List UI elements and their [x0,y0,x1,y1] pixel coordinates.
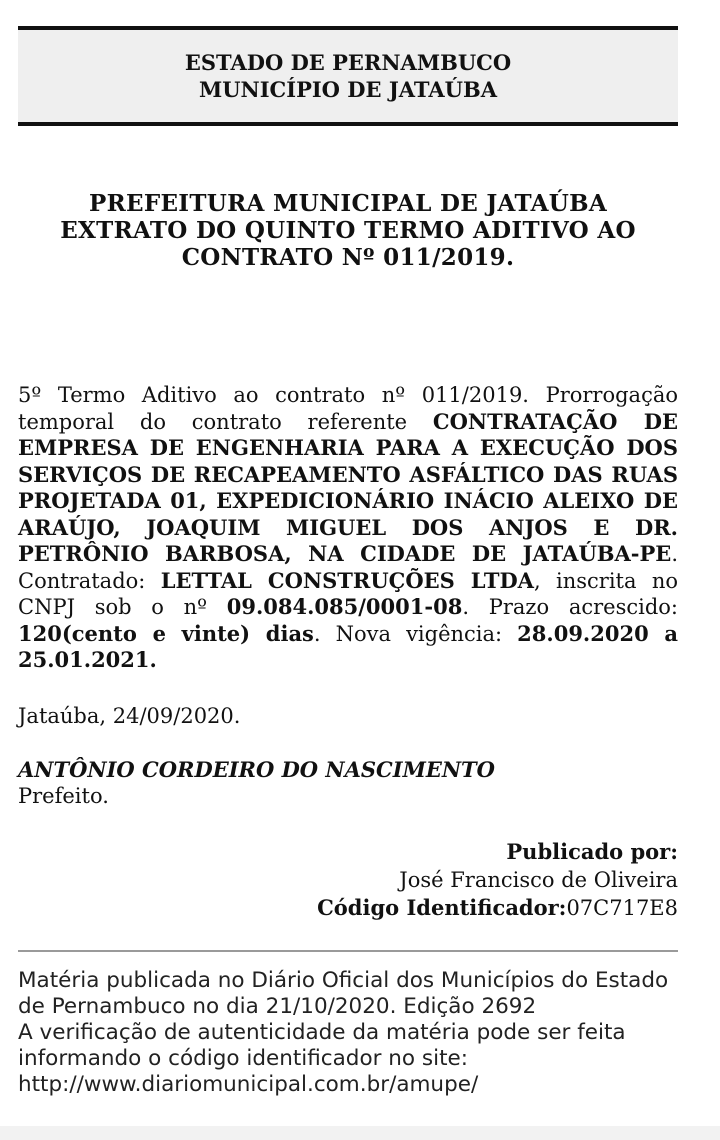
document-title [18,190,678,271]
identifier-label: Código Identificador: [317,895,567,920]
contracted-label: . Contratado: [18,542,678,593]
published-label: Publicado por: [506,839,678,864]
identifier-line [317,894,678,922]
cnpj-label: , inscrita no CNPJ sob o nº [18,568,679,619]
footer-publication-note: Matéria publicada no Diário Oficial dos Municípios do Estado de Pernambuco no dia 21/10/2020. Edição 2692 [18,968,669,1019]
extract-body [18,382,678,674]
body-intro: 5º Termo Aditivo ao contrato nº 011/2019. Prorrogação temporal do contrato referente [18,383,678,434]
footer-verification-note: A verificação de autenticidade da matéria pode ser feita informando o código identificador no site: [18,1020,626,1071]
header-municipality: MUNICÍPIO DE JATAÚBA [198,77,498,102]
publisher-name: José Francisco de Oliveira [399,868,678,892]
header-state: ESTADO DE PERNAMBUCO [184,50,512,75]
title-line-3: CONTRATO Nº 011/2019. [181,244,515,271]
contracted-name: LETTAL CONSTRUÇÕES LTDA [160,567,534,593]
header-box [18,26,678,126]
identifier-code: 07C717E8 [566,896,678,920]
footer-notice [18,968,678,1098]
divider [18,950,678,952]
date-line: Jataúba, 24/09/2020. [18,704,241,728]
footer-url-link[interactable]: http://www.diariomunicipal.com.br/amupe/ [18,1072,479,1097]
title-line-2: EXTRATO DO QUINTO TERMO ADITIVO AO [60,217,636,244]
signer-name: ANTÔNIO CORDEIRO DO NASCIMENTO [18,757,495,782]
term-label: . Prazo acrescido: [462,595,678,619]
title-line-1: PREFEITURA MUNICIPAL DE JATAÚBA [88,190,607,217]
term-value: 120(cento e vinte) dias [18,620,314,646]
signer-block [18,757,495,809]
bottom-edge [0,1126,720,1140]
contract-object: CONTRATAÇÃO DE EMPRESA DE ENGENHARIA PARA A EXECUÇÃO DOS SERVIÇOS DE RECAPEAMENTO ASFÁLTICO DAS RUAS PROJETADA 01, EXPEDICIONÁRIO INÁCIO ALEIXO DE ARAÚJO, JOAQUIM MIGUEL DOS ANJOS E DR. PETRÔNIO BARBOSA, NA CIDADE DE JATAÚBA-PE [18,408,679,566]
cnpj-number: 09.084.085/0001-08 [226,594,463,619]
signer-role: Prefeito. [18,784,109,808]
published-by-block [317,838,678,922]
validity-value: 28.09.2020 a 25.01.2021. [18,620,678,672]
validity-label: . Nova vigência: [313,621,518,646]
